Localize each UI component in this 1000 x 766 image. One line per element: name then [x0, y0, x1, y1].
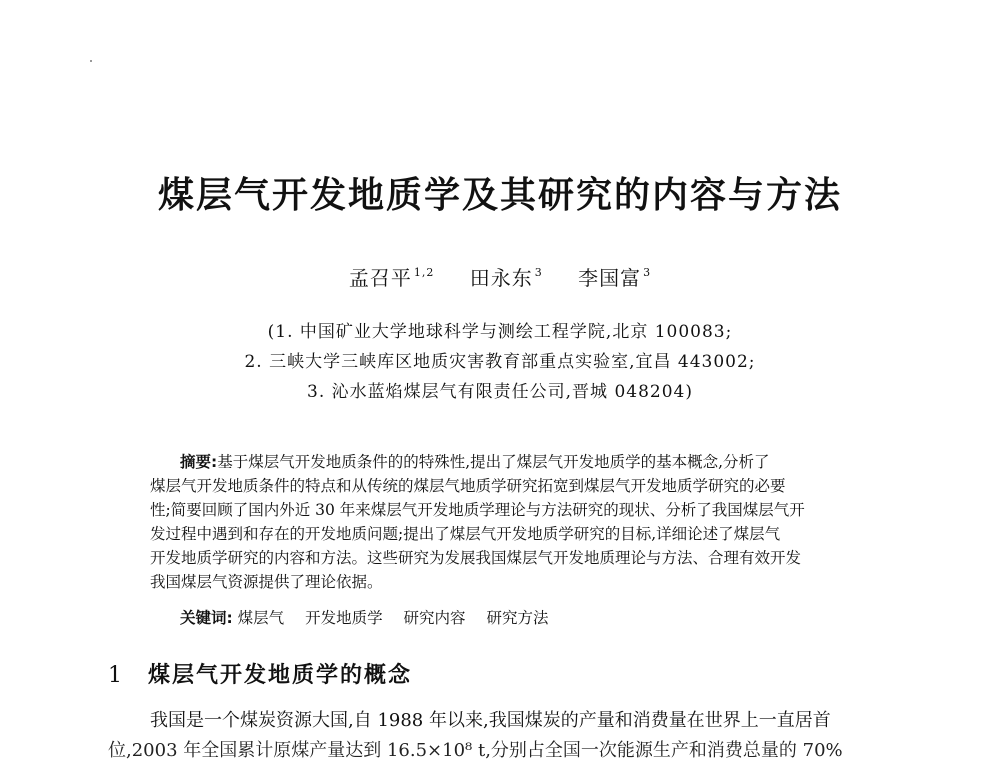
body-paragraph-line: 我国是一个煤炭资源大国,自 1988 年以来,我国煤炭的产量和消费量在世界上一直居首 — [150, 710, 831, 731]
author-3 — [578, 259, 651, 292]
author-2 — [470, 259, 543, 292]
body-paragraph-line-cut: 位,2003 年全国累计原煤产量达到 16.5×10⁸ t,分别占全国一次能源生产和消费总量的 70% — [108, 740, 843, 761]
section-title: 煤层气开发地质学的概念 — [148, 662, 413, 688]
keyword: 煤层气 — [237, 609, 285, 627]
keywords — [180, 606, 565, 630]
keyword: 研究内容 — [403, 609, 466, 627]
author-1 — [349, 259, 435, 292]
author-affil-mark: 3 — [643, 266, 652, 279]
affiliation-2: 2. 三峡大学三峡库区地质灾害教育部重点实验室,宜昌 443002; — [244, 352, 756, 372]
affiliation-3: 3. 沁水蓝焰煤层气有限责任公司,晋城 048204) — [307, 382, 693, 402]
paper-title: 煤层气开发地质学及其研究的内容与方法 — [157, 175, 842, 216]
section-heading — [108, 660, 412, 691]
abstract-label: 摘要: — [180, 453, 218, 471]
author-list — [0, 259, 1000, 292]
keywords-label: 关键词: — [180, 609, 233, 627]
keyword: 开发地质学 — [305, 609, 383, 627]
author-name: 田永东 — [469, 266, 533, 290]
abstract-line: 我国煤层气资源提供了理论依据。 — [150, 573, 383, 591]
author-name: 李国富 — [578, 266, 642, 290]
author-affil-mark: 1,2 — [413, 266, 435, 279]
abstract-text: 基于煤层气开发地质条件的的特殊性,提出了煤层气开发地质学的基本概念,分析了 — [217, 453, 770, 471]
abstract — [150, 450, 872, 594]
abstract-line: 发过程中遇到和存在的开发地质问题;提出了煤层气开发地质学研究的目标,详细论述了煤层气 — [150, 525, 781, 543]
abstract-line: 性;简要回顾了国内外近 30 年来煤层气开发地质学理论与方法研究的现状、分析了我国煤层气开 — [150, 501, 805, 519]
author-name: 孟召平 — [348, 266, 412, 290]
scan-speck — [90, 60, 92, 62]
author-affil-mark: 3 — [534, 266, 543, 279]
abstract-line: 煤层气开发地质条件的特点和从传统的煤层气地质学研究拓宽到煤层气开发地质学研究的必要 — [150, 477, 786, 495]
abstract-line: 开发地质学研究的内容和方法。这些研究为发展我国煤层气开发地质理论与方法、合理有效开发 — [150, 549, 802, 567]
keyword: 研究方法 — [486, 609, 549, 627]
affiliation-1: (1. 中国矿业大学地球科学与测绘工程学院,北京 100083; — [267, 322, 733, 342]
section-number: 1 — [108, 663, 124, 688]
abstract-line — [150, 450, 872, 474]
